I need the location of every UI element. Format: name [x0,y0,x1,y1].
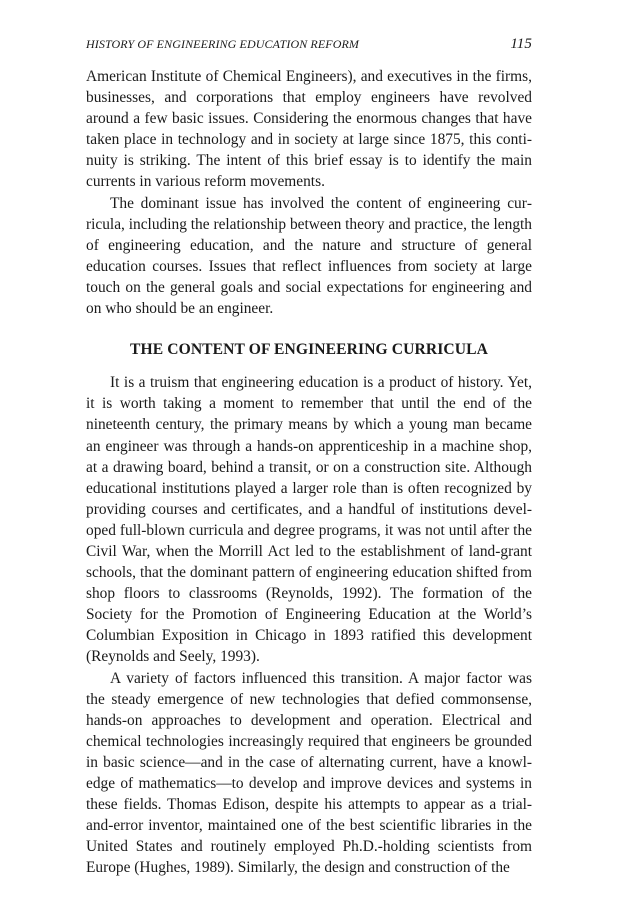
body-text [86,66,532,878]
running-head [86,36,532,58]
paragraph-factors: A variety of factors influenced this transition. A major factor was the steady emergence of new technologies that defied commonsense, hands-on approaches to development and operation. Electrical and chemical technologies increasingly required that engineers be grounded in basic science—and in the case of alternating current, have a knowledge of mathematics—to develop and improve devices and systems in these fields. Thomas Edison, despite his attempts to appear as a trial-and-error inventor, maintained one of the best scientific libraries in the United States and routinely employed Ph.D.-holding scientists from Europe (Hughes, 1989). Similarly, the design and construction of the [86,669,532,877]
page-number: 115 [510,36,532,52]
paragraph-continued: American Institute of Chemical Engineers), and executives in the firms, businesses, and corporations that employ engineers have revolved around a few basic issues. Considering the enormous changes that have taken place in technology and in society at large since 1875, this continuity is striking. The intent of this brief essay is to identify the main currents in various reform movements. [86,68,532,191]
paragraph-dominant-issue: The dominant issue has involved the content of engineering curricula, including the relationship between theory and practice, the length of engineering education, and the nature and structure of general education courses. Issues that reflect influences from society at large touch on the general goals and social expectations for engineering and on who should be an engineer. [86,194,532,318]
paragraph-truism: It is a truism that engineering education is a product of history. Yet, it is worth taking a moment to remember that until the end of the nineteenth century, the primary means by which a young man became an engineer was through a hands-on apprenticeship in a machine shop, at a drawing board, behind a transit, or on a construction site. Although educational institutions played a larger role than is often recognized by providing courses and certificates, and a handful of institutions developed full-blown curricula and degree programs, it was not until after the Civil War, when the Morrill Act led to the establishment of land-grant schools, that the dominant pattern of engineering education shifted from shop floors to classrooms (Reynolds, 1992). The formation of the Society for the Promotion of Engineering Education at the World’s Columbian Exposition in Chicago in 1893 ratified this development (Reynolds and Seely, 1993). [86,374,532,666]
section-heading: THE CONTENT OF ENGINEERING CURRICULA [130,341,488,359]
running-head-title: HISTORY OF ENGINEERING EDUCATION REFORM [86,37,359,51]
